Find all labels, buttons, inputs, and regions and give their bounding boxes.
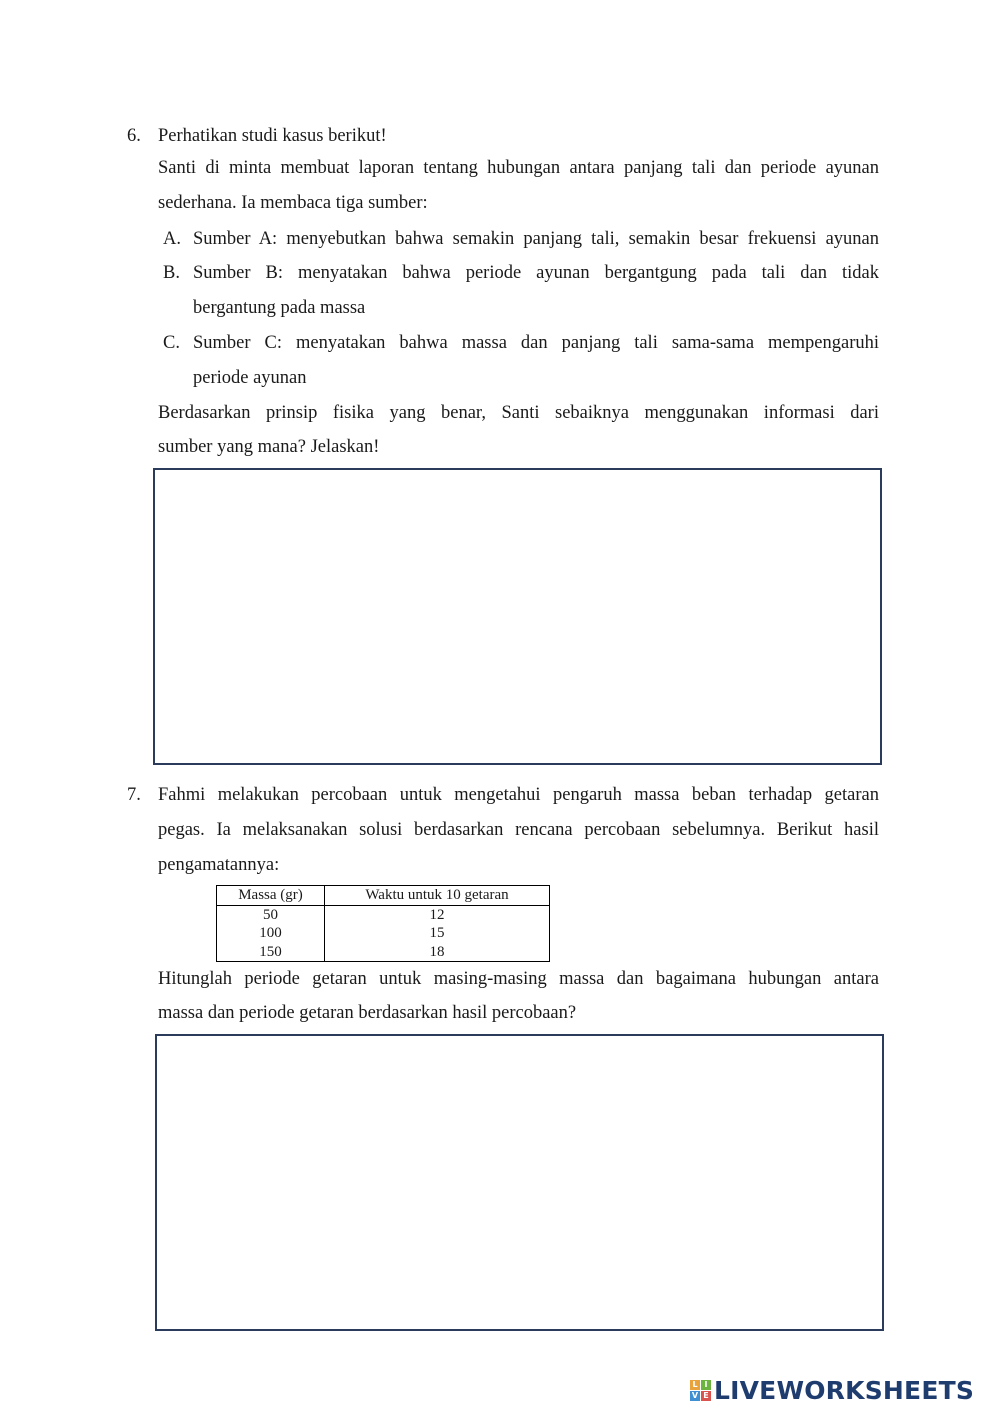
logo-mark-letter: L — [690, 1380, 700, 1390]
question-6-prompt-cont: sumber yang mana? Jelaskan! — [158, 437, 380, 457]
question-7-prompt: Hitunglah periode getaran untuk masing-masing massa dan bagaimana hubungan antara — [158, 969, 879, 989]
table-header-row — [217, 886, 550, 906]
question-7-paragraph-line: pengamatannya: — [158, 855, 280, 875]
logo-mark-letter: E — [701, 1391, 711, 1401]
table-row — [217, 924, 550, 943]
option-b-text: Sumber B: menyatakan bahwa periode ayunan bergantgung pada tali dan tidak — [193, 263, 879, 283]
option-a-letter: A. — [163, 229, 181, 249]
logo-mark-letter: V — [691, 1390, 699, 1400]
logo-text: LIVEWORKSHEETS — [714, 1375, 975, 1405]
liveworksheets-mark-icon — [690, 1380, 711, 1401]
question-6-paragraph-line: sederhana. Ia membaca tiga sumber: — [158, 193, 428, 213]
option-b-text-cont: bergantung pada massa — [193, 298, 366, 318]
table-cell-mass: 150 — [217, 943, 325, 962]
question-7-paragraph-line: pegas. Ia melaksanakan solusi berdasarkan rencana percobaan sebelumnya. Berikut hasil — [158, 820, 879, 840]
answer-box-question-6[interactable] — [153, 468, 882, 765]
observation-table — [216, 885, 550, 962]
liveworksheets-logo — [690, 1374, 974, 1406]
table-cell-time: 15 — [325, 924, 550, 943]
question-6-intro: Perhatikan studi kasus berikut! — [158, 126, 387, 146]
option-b-letter: B. — [163, 263, 180, 283]
logo-mark-letter: I — [701, 1380, 711, 1390]
table-cell-time: 18 — [325, 943, 550, 962]
column-header-time: Waktu untuk 10 getaran — [325, 886, 550, 906]
question-7-paragraph-line: Fahmi melakukan percobaan untuk mengetahui pengaruh massa beban terhadap getaran — [158, 785, 879, 805]
question-6-prompt: Berdasarkan prinsip fisika yang benar, Santi sebaiknya menggunakan informasi dari — [158, 403, 879, 423]
question-6-paragraph-line: Santi di minta membuat laporan tentang hubungan antara panjang tali dan periode ayunan — [158, 158, 879, 178]
option-a-text: Sumber A: menyebutkan bahwa semakin panjang tali, semakin besar frekuensi ayunan — [193, 229, 879, 249]
table-row — [217, 905, 550, 924]
question-6-number: 6. — [127, 126, 141, 146]
option-c-text: Sumber C: menyatakan bahwa massa dan panjang tali sama-sama mempengaruhi — [193, 333, 879, 353]
column-header-mass: Massa (gr) — [217, 886, 325, 906]
table-cell-time: 12 — [325, 905, 550, 924]
table-cell-mass: 100 — [217, 924, 325, 943]
question-7-number: 7. — [127, 785, 141, 805]
option-c-text-cont: periode ayunan — [193, 368, 307, 388]
table-cell-mass: 50 — [217, 905, 325, 924]
option-c-letter: C. — [163, 333, 180, 353]
question-7-prompt-cont: massa dan periode getaran berdasarkan hasil percobaan? — [158, 1003, 577, 1023]
answer-box-question-7[interactable] — [155, 1034, 884, 1331]
table-row — [217, 943, 550, 962]
